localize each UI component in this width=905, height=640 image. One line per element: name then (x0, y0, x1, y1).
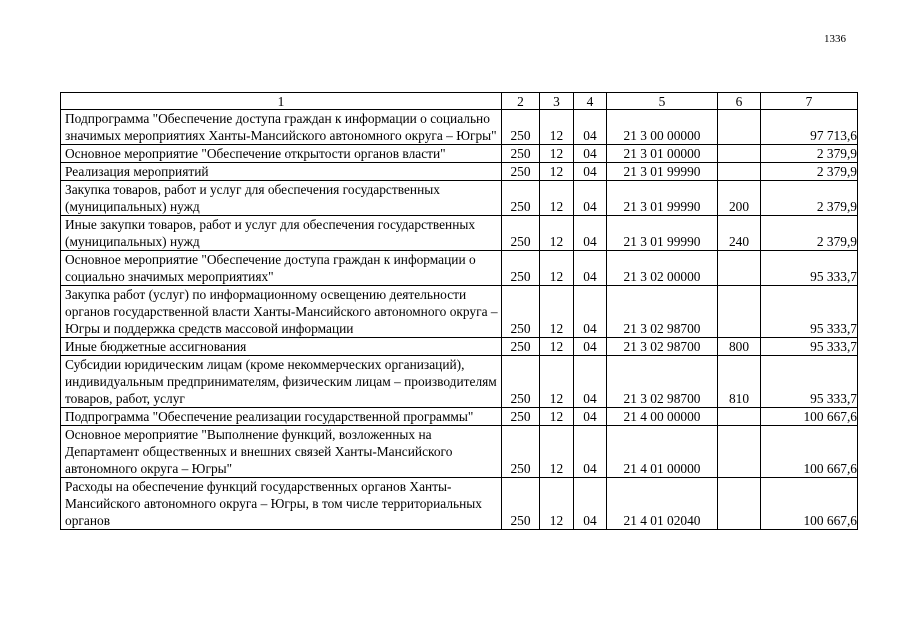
row-section: 12 (540, 338, 574, 356)
row-name: Иные бюджетные ассигнования (61, 338, 502, 356)
row-section: 12 (540, 356, 574, 408)
row-target-article: 21 3 02 98700 (607, 356, 718, 408)
row-code: 250 (502, 181, 540, 216)
row-subsection: 04 (574, 110, 607, 145)
row-subsection: 04 (574, 251, 607, 286)
row-section: 12 (540, 251, 574, 286)
row-name: Основное мероприятие "Обеспечение доступа граждан к информации о социально значимых мероприятиях" (61, 251, 502, 286)
table-row (61, 163, 858, 181)
row-subsection: 04 (574, 145, 607, 163)
row-target-article: 21 3 00 00000 (607, 110, 718, 145)
row-code: 250 (502, 478, 540, 530)
row-section: 12 (540, 163, 574, 181)
row-expense-type (718, 426, 761, 478)
table-row (61, 478, 858, 530)
row-section: 12 (540, 408, 574, 426)
row-code: 250 (502, 216, 540, 251)
table-row (61, 110, 858, 145)
row-subsection: 04 (574, 181, 607, 216)
row-code: 250 (502, 251, 540, 286)
row-expense-type (718, 478, 761, 530)
row-expense-type (718, 163, 761, 181)
header-cell: 6 (718, 93, 761, 110)
budget-table (60, 92, 858, 530)
row-expense-type (718, 110, 761, 145)
row-section: 12 (540, 478, 574, 530)
row-section: 12 (540, 145, 574, 163)
table-body (61, 110, 858, 530)
row-expense-type (718, 408, 761, 426)
row-amount: 95 333,7 (761, 251, 858, 286)
row-code: 250 (502, 338, 540, 356)
header-cell: 2 (502, 93, 540, 110)
table-row (61, 338, 858, 356)
row-target-article: 21 3 02 00000 (607, 251, 718, 286)
table-row (61, 145, 858, 163)
row-name: Основное мероприятие "Выполнение функций, возложенных на Департамент общественных и внешних связей Ханты-Мансийского автономного округа – Югры" (61, 426, 502, 478)
row-subsection: 04 (574, 478, 607, 530)
table-header-row (61, 93, 858, 110)
row-section: 12 (540, 216, 574, 251)
table-row (61, 251, 858, 286)
row-name: Подпрограмма "Обеспечение реализации государственной программы" (61, 408, 502, 426)
row-amount: 95 333,7 (761, 356, 858, 408)
row-name: Закупка работ (услуг) по информационному освещению деятельности органов государственной власти Ханты-Мансийского автономного округа – Югры и поддержка средств массовой информации (61, 286, 502, 338)
table-row (61, 181, 858, 216)
row-name: Реализация мероприятий (61, 163, 502, 181)
row-code: 250 (502, 426, 540, 478)
header-cell: 4 (574, 93, 607, 110)
row-name: Подпрограмма "Обеспечение доступа граждан к информации о социально значимых мероприятиях Ханты-Мансийского автономного округа – Югры" (61, 110, 502, 145)
row-code: 250 (502, 163, 540, 181)
row-section: 12 (540, 286, 574, 338)
row-subsection: 04 (574, 216, 607, 251)
row-expense-type: 800 (718, 338, 761, 356)
row-target-article: 21 3 01 99990 (607, 163, 718, 181)
row-subsection: 04 (574, 426, 607, 478)
header-cell: 5 (607, 93, 718, 110)
row-code: 250 (502, 145, 540, 163)
row-name: Основное мероприятие "Обеспечение открытости органов власти" (61, 145, 502, 163)
row-amount: 2 379,9 (761, 181, 858, 216)
row-code: 250 (502, 286, 540, 338)
header-cell: 7 (761, 93, 858, 110)
page-number: 1336 (824, 33, 846, 45)
row-code: 250 (502, 110, 540, 145)
row-expense-type: 240 (718, 216, 761, 251)
row-expense-type: 810 (718, 356, 761, 408)
table-row (61, 286, 858, 338)
row-target-article: 21 4 01 00000 (607, 426, 718, 478)
row-name: Субсидии юридическим лицам (кроме некоммерческих организаций), индивидуальным предпринимателям, физическим лицам – производителям товаров, работ, услуг (61, 356, 502, 408)
row-amount: 95 333,7 (761, 286, 858, 338)
row-code: 250 (502, 356, 540, 408)
row-target-article: 21 4 00 00000 (607, 408, 718, 426)
row-name: Расходы на обеспечение функций государственных органов Ханты-Мансийского автономного округа – Югры, в том числе территориальных органов (61, 478, 502, 530)
row-expense-type: 200 (718, 181, 761, 216)
table-row (61, 216, 858, 251)
row-target-article: 21 3 02 98700 (607, 338, 718, 356)
row-expense-type (718, 145, 761, 163)
row-subsection: 04 (574, 356, 607, 408)
row-amount: 2 379,9 (761, 163, 858, 181)
row-section: 12 (540, 110, 574, 145)
row-subsection: 04 (574, 408, 607, 426)
row-amount: 100 667,6 (761, 478, 858, 530)
row-subsection: 04 (574, 338, 607, 356)
row-name: Закупка товаров, работ и услуг для обеспечения государственных (муниципальных) нужд (61, 181, 502, 216)
row-target-article: 21 3 01 99990 (607, 216, 718, 251)
row-amount: 95 333,7 (761, 338, 858, 356)
row-section: 12 (540, 181, 574, 216)
row-subsection: 04 (574, 163, 607, 181)
row-amount: 100 667,6 (761, 426, 858, 478)
header-cell: 3 (540, 93, 574, 110)
row-target-article: 21 3 01 00000 (607, 145, 718, 163)
row-target-article: 21 4 01 02040 (607, 478, 718, 530)
row-amount: 2 379,9 (761, 216, 858, 251)
row-name: Иные закупки товаров, работ и услуг для обеспечения государственных (муниципальных) нужд (61, 216, 502, 251)
row-amount: 100 667,6 (761, 408, 858, 426)
row-amount: 2 379,9 (761, 145, 858, 163)
table-row (61, 356, 858, 408)
table-row (61, 408, 858, 426)
row-expense-type (718, 286, 761, 338)
row-code: 250 (502, 408, 540, 426)
row-subsection: 04 (574, 286, 607, 338)
row-target-article: 21 3 02 98700 (607, 286, 718, 338)
row-section: 12 (540, 426, 574, 478)
header-cell: 1 (61, 93, 502, 110)
row-amount: 97 713,6 (761, 110, 858, 145)
row-target-article: 21 3 01 99990 (607, 181, 718, 216)
row-expense-type (718, 251, 761, 286)
table-row (61, 426, 858, 478)
